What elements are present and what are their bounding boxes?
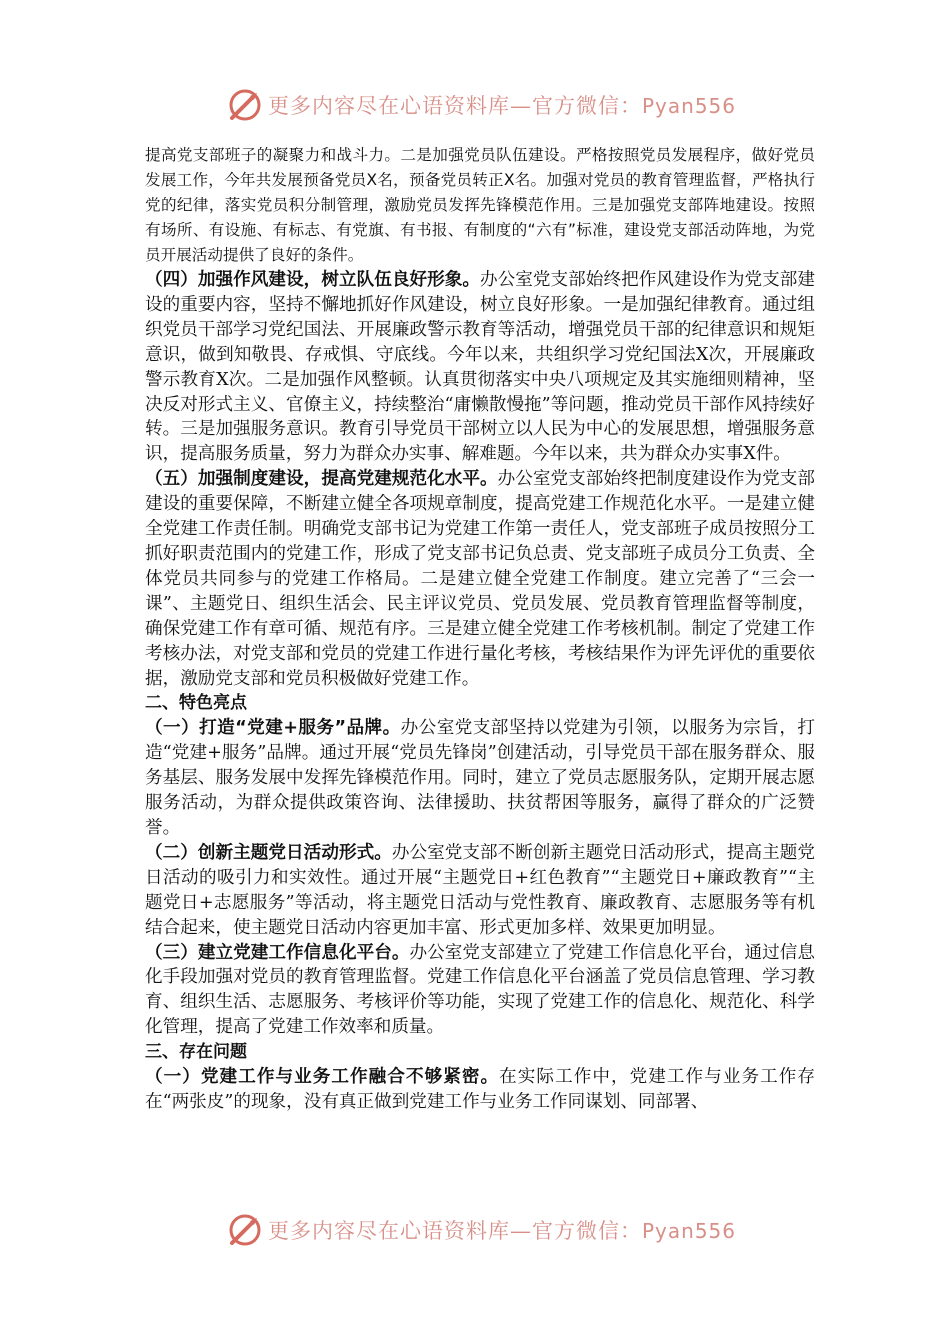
- paragraph: （三）建立党建工作信息化平台。办公室党支部建立了党建工作信息化平台，通过信息化手段加强对党员的教育管理监督。党建工作信息化平台涵盖了党员信息管理、学习教育、组织生活、志愿服务、考核评价等功能，实现了党建工作的信息化、规范化、科学化管理，提高了党建工作效率和质量。: [145, 942, 815, 1038]
- paragraph-heading: （五）加强制度建设，提高党建规范化水平。: [145, 469, 498, 490]
- section-heading: 二、特色亮点: [145, 693, 247, 714]
- paragraph-heading: （一）打造“党建+服务”品牌。: [145, 718, 401, 739]
- brush-logo-icon: [228, 1213, 262, 1247]
- paragraph: 提高党支部班子的凝聚力和战斗力。二是加强党员队伍建设。严格按照党员发展程序，做好党员发展工作，今年共发展预备党员X名，预备党员转正X名。加强对党员的教育管理监督，严格执行党的纪律，落实党员积分制管理，激励党员发挥先锋模范作用。三是加强党支部阵地建设。按照有场所、有设施、有标志、有党旗、有书报、有制度的“六有”标准，建设党支部活动阵地，为党员开展活动提供了良好的条件。: [145, 146, 815, 264]
- paragraph-heading: （二）创新主题党日活动形式。: [145, 842, 392, 863]
- paragraph-heading: （一）党建工作与业务工作融合不够紧密。: [145, 1067, 500, 1088]
- watermark-banner-bottom: [228, 1210, 737, 1250]
- paragraph: （五）加强制度建设，提高党建规范化水平。办公室党支部始终把制度建设作为党支部建设的重要保障，不断建立健全各项规章制度，提高党建工作规范化水平。一是建立健全党建工作责任制。明确党支部书记为党建工作第一责任人，党支部班子成员按照分工抓好职责范围内的党建工作，形成了党支部书记负总责、党支部班子成员分工负责、全体党员共同参与的党建工作格局。二是建立健全党建工作制度。建立完善了“三会一课”、主题党日、组织生活会、民主评议党员、党员发展、党员教育管理监督等制度，确保党建工作有章可循、规范有序。三是建立健全党建工作考核机制。制定了党建工作考核办法，对党支部和党员的党建工作进行量化考核，考核结果作为评先评优的重要依据，激励党支部和党员积极做好党建工作。: [145, 469, 815, 689]
- watermark-text: 更多内容尽在心语资料库—官方微信：Pyan556: [268, 94, 737, 118]
- paragraph: （一）党建工作与业务工作融合不够紧密。在实际工作中，党建工作与业务工作存在“两张皮”的现象，没有真正做到党建工作与业务工作同谋划、同部署、: [145, 1067, 815, 1113]
- paragraph: （四）加强作风建设，树立队伍良好形象。办公室党支部始终把作风建设作为党支部建设的重要内容，坚持不懈地抓好作风建设，树立良好形象。一是加强纪律教育。通过组织党员干部学习党纪国法、开展廉政警示教育等活动，增强党员干部的纪律意识和规矩意识，做到知敬畏、存戒惧、守底线。今年以来，共组织学习党纪国法X次，开展廉政警示教育X次。二是加强作风整顿。认真贯彻落实中央八项规定及其实施细则精神，坚决反对形式主义、官僚主义，持续整治“庸懒散慢拖”等问题，推动党员干部作风持续好转。三是加强服务意识。教育引导党员干部树立以人民为中心的发展思想，增强服务意识，提高服务质量，努力为群众办实事、解难题。今年以来，共为群众办实事X件。: [145, 270, 815, 465]
- document-body: [145, 143, 815, 1115]
- paragraph-heading: （四）加强作风建设，树立队伍良好形象。: [145, 270, 481, 290]
- section-heading: 三、存在问题: [145, 1042, 247, 1063]
- brush-logo-icon: [228, 88, 262, 122]
- paragraph-heading: （三）建立党建工作信息化平台。: [145, 942, 410, 963]
- paragraph: （一）打造“党建+服务”品牌。办公室党支部坚持以党建为引领，以服务为宗旨，打造“党建+服务”品牌。通过开展“党员先锋岗”创建活动，引导党员干部在服务群众、服务基层、服务发展中发挥先锋模范作用。同时，建立了党员志愿服务队，定期开展志愿服务活动，为群众提供政策咨询、法律援助、扶贫帮困等服务，赢得了群众的广泛赞誉。: [145, 718, 815, 839]
- watermark-banner-top: [228, 85, 737, 125]
- paragraph: （二）创新主题党日活动形式。办公室党支部不断创新主题党日活动形式，提高主题党日活动的吸引力和实效性。通过开展“主题党日+红色教育”“主题党日+廉政教育”“主题党日+志愿服务”等活动，将主题党日活动与党性教育、廉政教育、志愿服务等有机结合起来，使主题党日活动内容更加丰富、形式更加多样、效果更加明显。: [145, 842, 815, 938]
- watermark-text: 更多内容尽在心语资料库—官方微信：Pyan556: [268, 1219, 737, 1243]
